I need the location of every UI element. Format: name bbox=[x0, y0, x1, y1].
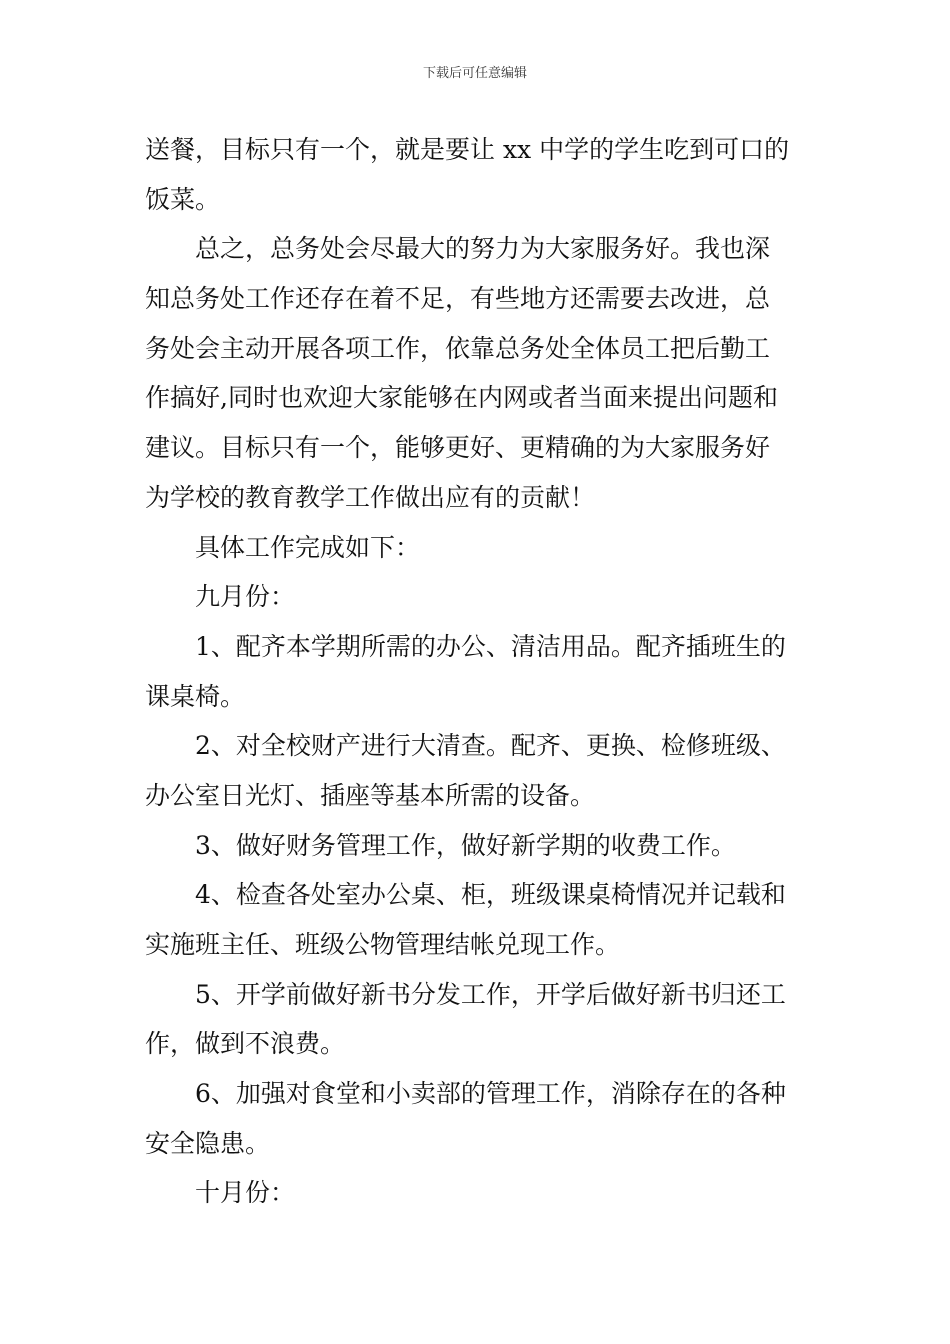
page-header: 下载后可任意编辑 bbox=[422, 66, 527, 81]
text-line: 为学校的教育教学工作做出应有的贡献！ bbox=[145, 482, 596, 512]
text-line: 总之，总务处会尽最大的努力为大家服务好。我也深 bbox=[195, 234, 771, 264]
list-item: 6、加强对食堂和小卖部的管理工作，消除存在的各种 bbox=[195, 1079, 786, 1109]
text-line: 具体工作完成如下： bbox=[195, 532, 421, 562]
list-item-continuation: 作，做到不浪费。 bbox=[145, 1029, 346, 1059]
text-line: 建议。目标只有一个，能够更好、更精确的为大家服务好 bbox=[145, 433, 771, 463]
text-line: 作搞好,同时也欢迎大家能够在内网或者当面来提出问题和 bbox=[145, 383, 778, 413]
list-item-continuation: 办公室日光灯、插座等基本所需的设备。 bbox=[145, 780, 596, 810]
section-heading: 十月份： bbox=[195, 1178, 296, 1208]
list-item: 2、对全校财产进行大清查。配齐、更换、检修班级、 bbox=[195, 731, 786, 761]
text-line: 知总务处工作还存在着不足，有些地方还需要去改进，总 bbox=[145, 284, 771, 314]
section-heading: 九月份： bbox=[195, 582, 296, 612]
list-item-continuation: 安全隐患。 bbox=[145, 1128, 271, 1158]
list-item: 1、配齐本学期所需的办公、清洁用品。配齐插班生的 bbox=[195, 631, 786, 661]
text-line: 送餐，目标只有一个，就是要让 xx 中学的学生吃到可口的 bbox=[145, 135, 790, 164]
document-body bbox=[145, 125, 807, 1218]
text-line: 饭菜。 bbox=[145, 184, 221, 214]
text-line: 务处会主动开展各项工作，依靠总务处全体员工把后勤工 bbox=[145, 333, 771, 363]
list-item: 5、开学前做好新书分发工作，开学后做好新书归还工 bbox=[195, 979, 786, 1009]
list-item: 3、做好财务管理工作，做好新学期的收费工作。 bbox=[195, 830, 736, 860]
list-item-continuation: 课桌椅。 bbox=[145, 681, 246, 711]
list-item-continuation: 实施班主任、班级公物管理结帐兑现工作。 bbox=[145, 930, 621, 959]
list-item: 4、检查各处室办公桌、柜，班级课桌椅情况并记载和 bbox=[195, 880, 786, 910]
